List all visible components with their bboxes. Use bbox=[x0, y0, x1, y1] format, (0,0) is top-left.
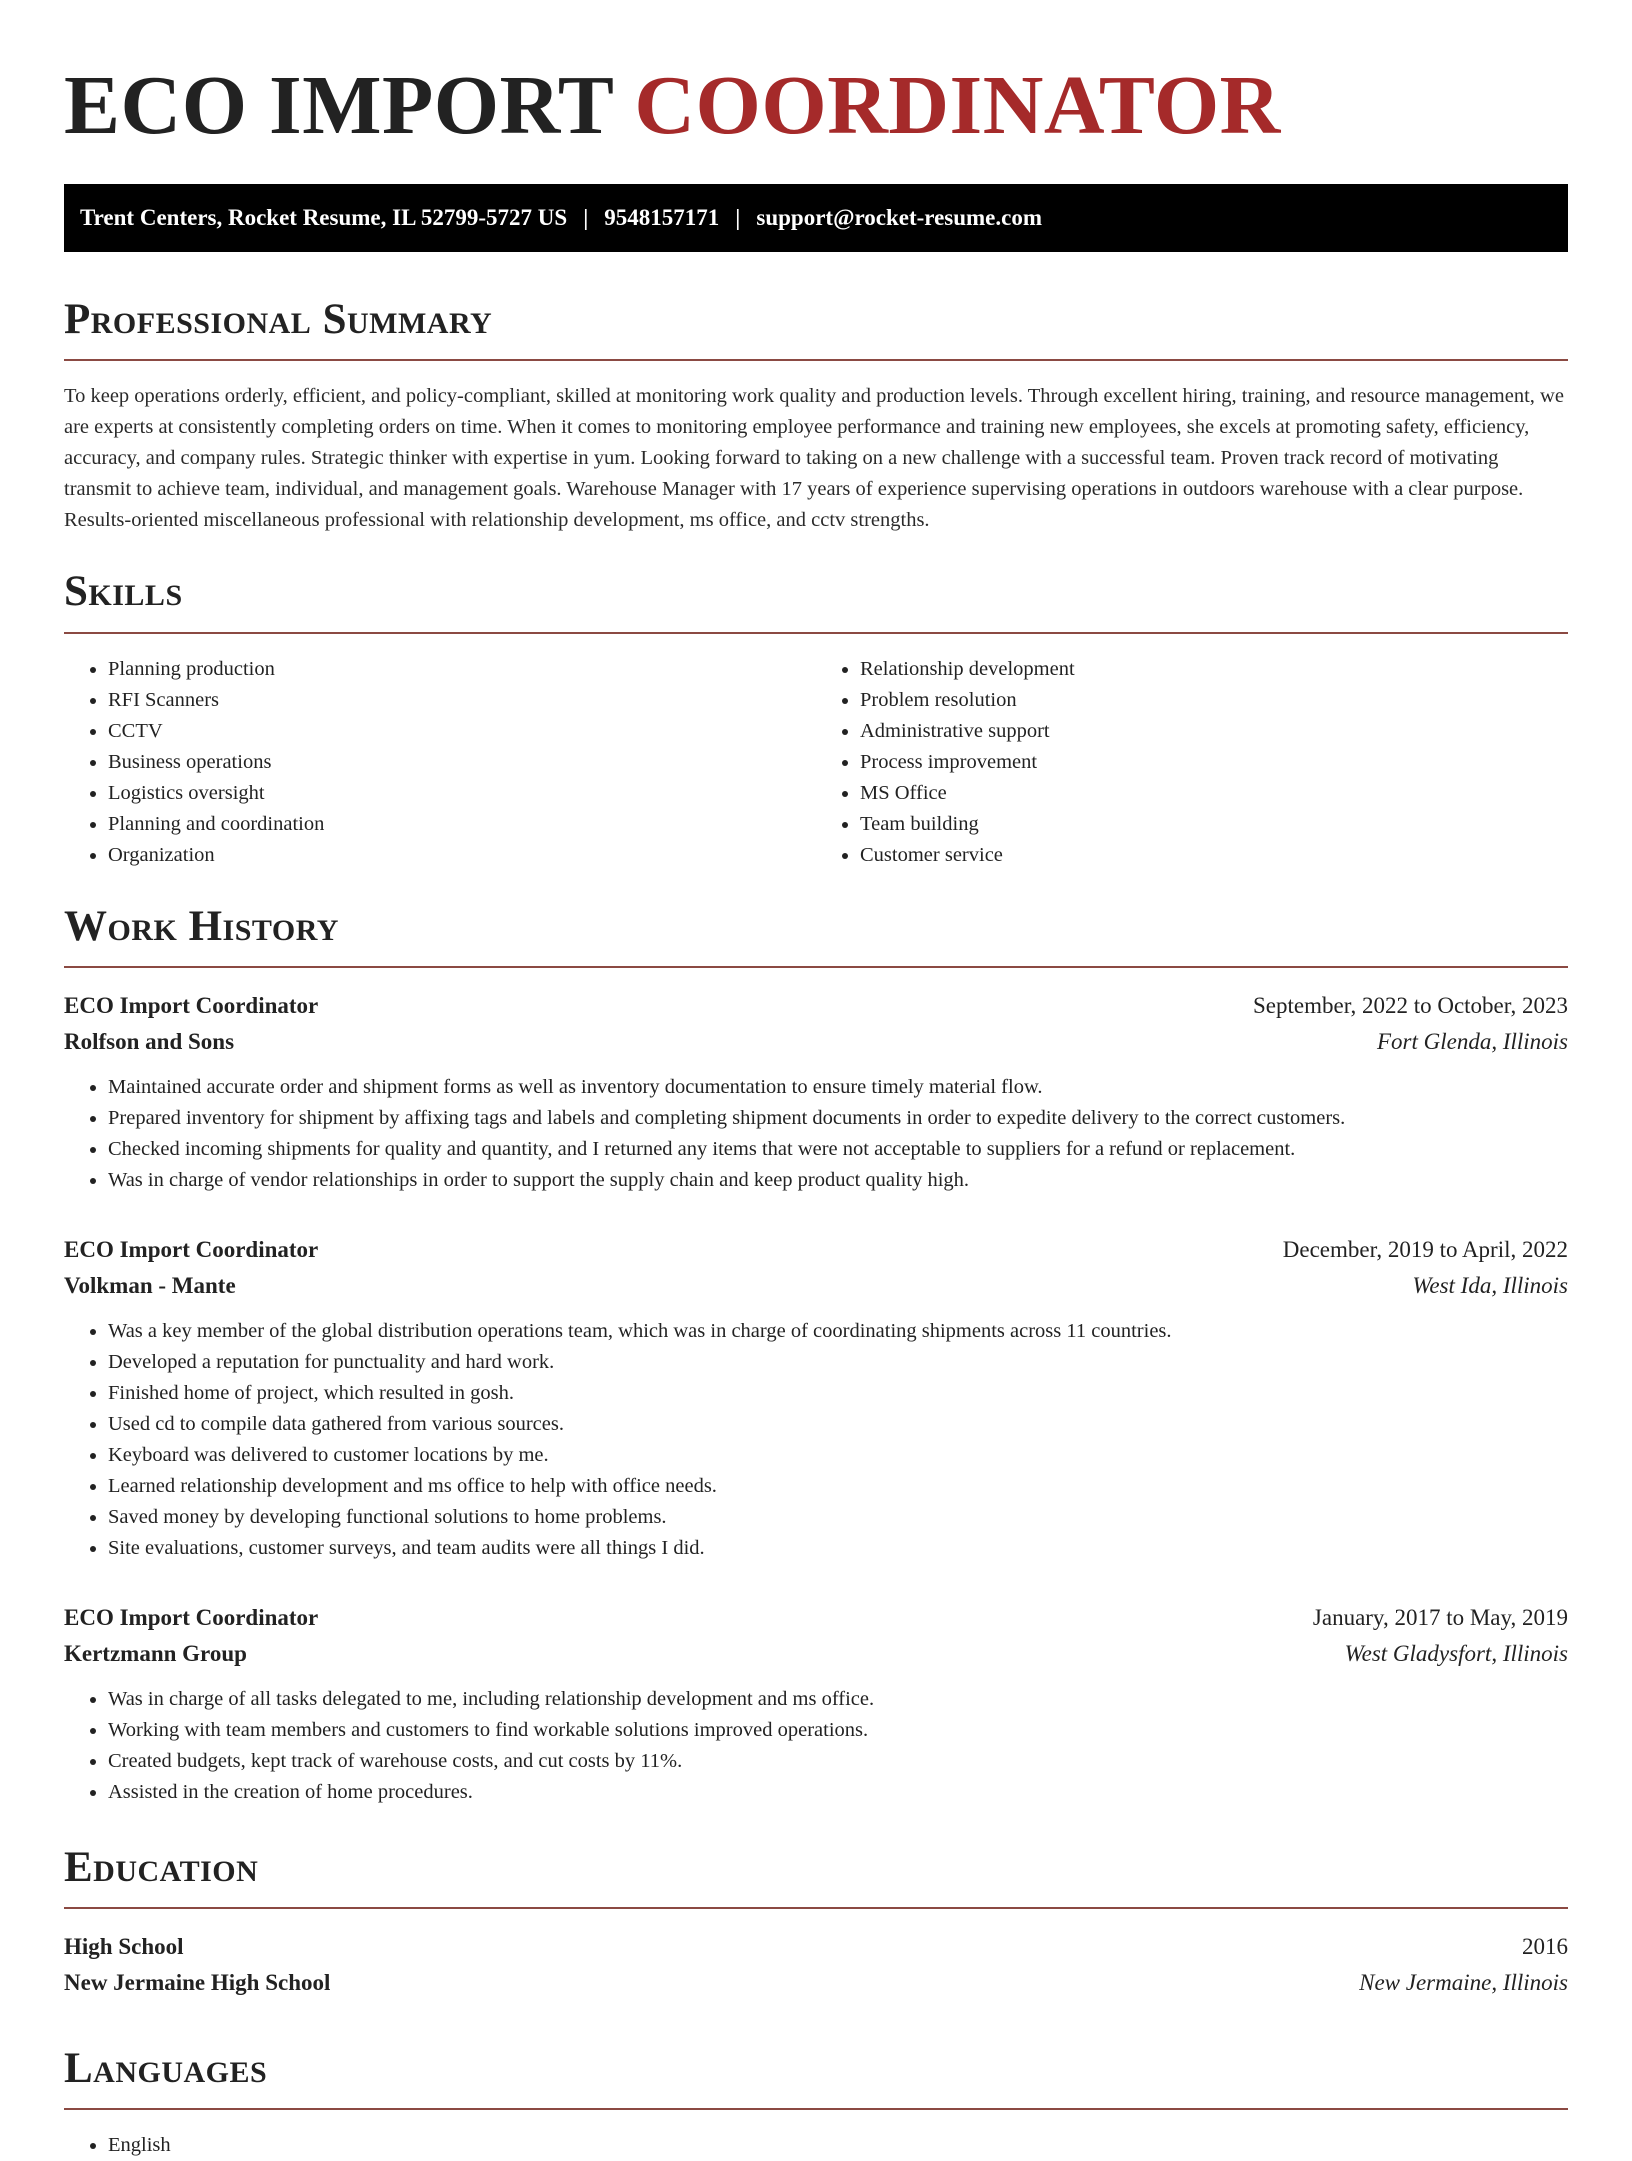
job-company-row bbox=[64, 1636, 1568, 1672]
job-header-row bbox=[64, 1232, 1568, 1268]
skill-item: • Problem resolution bbox=[860, 685, 1568, 716]
job-bullet: • Maintained accurate order and shipment forms as well as inventory documentation to ensure timely material flow. bbox=[108, 1072, 1568, 1103]
section-title-skills: Skills bbox=[64, 568, 183, 616]
skills-list-left bbox=[64, 654, 816, 871]
job-dates: September, 2022 to October, 2023 bbox=[1253, 992, 1568, 1018]
job-title: ECO Import Coordinator bbox=[64, 992, 319, 1018]
job-bullet: • Saved money by developing functional solutions to home problems. bbox=[108, 1502, 1568, 1533]
skill-item: • Process improvement bbox=[860, 747, 1568, 778]
job-bullets bbox=[64, 1316, 1568, 1564]
languages-list bbox=[64, 2130, 1568, 2161]
job-bullet: • Developed a reputation for punctuality and hard work. bbox=[108, 1347, 1568, 1378]
job-company: Rolfson and Sons bbox=[64, 1028, 235, 1054]
job-title: ECO Import Coordinator bbox=[64, 1236, 319, 1262]
job-company-row bbox=[64, 1268, 1568, 1304]
job-dates: December, 2019 to April, 2022 bbox=[1282, 1236, 1568, 1262]
job-entry bbox=[64, 988, 1568, 1196]
education-degree: High School bbox=[64, 1934, 184, 1960]
job-bullet: • Was in charge of all tasks delegated to me, including relationship development and ms office. bbox=[108, 1684, 1568, 1715]
skill-item: • Planning production bbox=[108, 654, 816, 685]
languages-section bbox=[64, 2045, 1568, 2161]
section-title-languages: Languages bbox=[64, 2045, 268, 2093]
job-entry bbox=[64, 1232, 1568, 1564]
section-divider bbox=[64, 632, 1568, 634]
job-header-row bbox=[64, 988, 1568, 1024]
job-location: Fort Glenda, Illinois bbox=[1376, 1028, 1568, 1054]
name-first: ECO IMPORT bbox=[64, 59, 613, 152]
skill-item: • Administrative support bbox=[860, 716, 1568, 747]
summary-section bbox=[64, 296, 1568, 536]
job-company: Volkman - Mante bbox=[64, 1272, 236, 1298]
job-bullet: • Checked incoming shipments for quality and quantity, and I returned any items that were not acceptable to suppliers for a refund or replacement. bbox=[108, 1134, 1568, 1165]
job-entry bbox=[64, 1600, 1568, 1808]
job-bullet: • Used cd to compile data gathered from various sources. bbox=[108, 1409, 1568, 1440]
work-history-section bbox=[64, 903, 1568, 1808]
language-item: • English bbox=[108, 2130, 1568, 2161]
section-title-summary: Professional Summary bbox=[64, 296, 493, 343]
education-year: 2016 bbox=[1522, 1934, 1568, 1960]
skills-columns bbox=[64, 654, 1568, 871]
skill-item: • Customer service bbox=[860, 840, 1568, 871]
section-title-education: Education bbox=[64, 1843, 259, 1891]
job-bullet: • Was in charge of vendor relationships in order to support the supply chain and keep product quality high. bbox=[108, 1165, 1568, 1196]
education-section bbox=[64, 1844, 1568, 2001]
job-bullet: • Assisted in the creation of home procedures. bbox=[108, 1777, 1568, 1808]
education-row bbox=[64, 1929, 1568, 1965]
section-title-work-history: Work History bbox=[64, 902, 339, 950]
job-bullet: • Keyboard was delivered to customer locations by me. bbox=[108, 1440, 1568, 1471]
skill-item: • Relationship development bbox=[860, 654, 1568, 685]
name-last: COORDINATOR bbox=[634, 59, 1281, 152]
job-bullets bbox=[64, 1072, 1568, 1196]
section-divider bbox=[64, 2108, 1568, 2110]
education-school-row bbox=[64, 1965, 1568, 2001]
job-bullets bbox=[64, 1684, 1568, 1808]
job-bullet: • Learned relationship development and ms office to help with office needs. bbox=[108, 1471, 1568, 1502]
job-dates: January, 2017 to May, 2019 bbox=[1312, 1604, 1568, 1630]
contact-separator: | bbox=[583, 205, 589, 230]
contact-address: Trent Centers, Rocket Resume, IL 52799-5727 US bbox=[80, 205, 568, 230]
section-divider bbox=[64, 966, 1568, 968]
job-location: West Ida, Illinois bbox=[1412, 1272, 1568, 1298]
job-bullet: • Finished home of project, which resulted in gosh. bbox=[108, 1378, 1568, 1409]
skill-item: • MS Office bbox=[860, 778, 1568, 809]
skills-section bbox=[64, 568, 1568, 870]
skill-item: • Logistics oversight bbox=[108, 778, 816, 809]
section-divider bbox=[64, 359, 1568, 361]
job-bullet: • Was a key member of the global distribution operations team, which was in charge of coordinating shipments across 11 countries. bbox=[108, 1316, 1568, 1347]
summary-text: To keep operations orderly, efficient, and policy-compliant, skilled at monitoring work quality and production levels. Through excellent hiring, training, and resource management, we are experts at consistently completing orders on time. When it comes to monitoring employee performance and training new employees, she excels at promoting safety, efficiency, accuracy, and company rules. Strategic thinker with expertise in yum. Looking forward to taking on a new challenge with a successful team. Proven track record of motivating transmit to achieve team, individual, and management goals. Warehouse Manager with 17 years of experience supervising operations in outdoors warehouse with a clear purpose. Results-oriented miscellaneous professional with relationship development, ms office, and cctv strengths. bbox=[64, 385, 1564, 532]
education-school: New Jermaine High School bbox=[64, 1970, 331, 1996]
section-divider bbox=[64, 1907, 1568, 1909]
resume-name bbox=[64, 59, 1568, 152]
job-bullet: • Created budgets, kept track of warehouse costs, and cut costs by 11%. bbox=[108, 1746, 1568, 1777]
contact-email: support@rocket-resume.com bbox=[756, 205, 1043, 230]
skill-item: • CCTV bbox=[108, 716, 816, 747]
job-header-row bbox=[64, 1600, 1568, 1636]
skill-item: • Business operations bbox=[108, 747, 816, 778]
skill-item: • Organization bbox=[108, 840, 816, 871]
skill-item: • Planning and coordination bbox=[108, 809, 816, 840]
job-bullet: • Working with team members and customers to find workable solutions improved operations. bbox=[108, 1715, 1568, 1746]
skill-item: • Team building bbox=[860, 809, 1568, 840]
education-location: New Jermaine, Illinois bbox=[1359, 1970, 1568, 1996]
job-title: ECO Import Coordinator bbox=[64, 1604, 319, 1630]
job-company-row bbox=[64, 1024, 1568, 1060]
skill-item: • RFI Scanners bbox=[108, 685, 816, 716]
job-bullet: • Prepared inventory for shipment by affixing tags and labels and completing shipment documents in order to expedite delivery to the correct customers. bbox=[108, 1103, 1568, 1134]
contact-phone: 9548157171 bbox=[604, 205, 720, 230]
contact-bar bbox=[64, 184, 1568, 252]
job-company: Kertzmann Group bbox=[64, 1640, 247, 1666]
skills-list-right bbox=[816, 654, 1568, 871]
job-location: West Gladysfort, Illinois bbox=[1344, 1640, 1568, 1666]
job-bullet: • Site evaluations, customer surveys, and team audits were all things I did. bbox=[108, 1533, 1568, 1564]
contact-separator: | bbox=[735, 205, 741, 230]
